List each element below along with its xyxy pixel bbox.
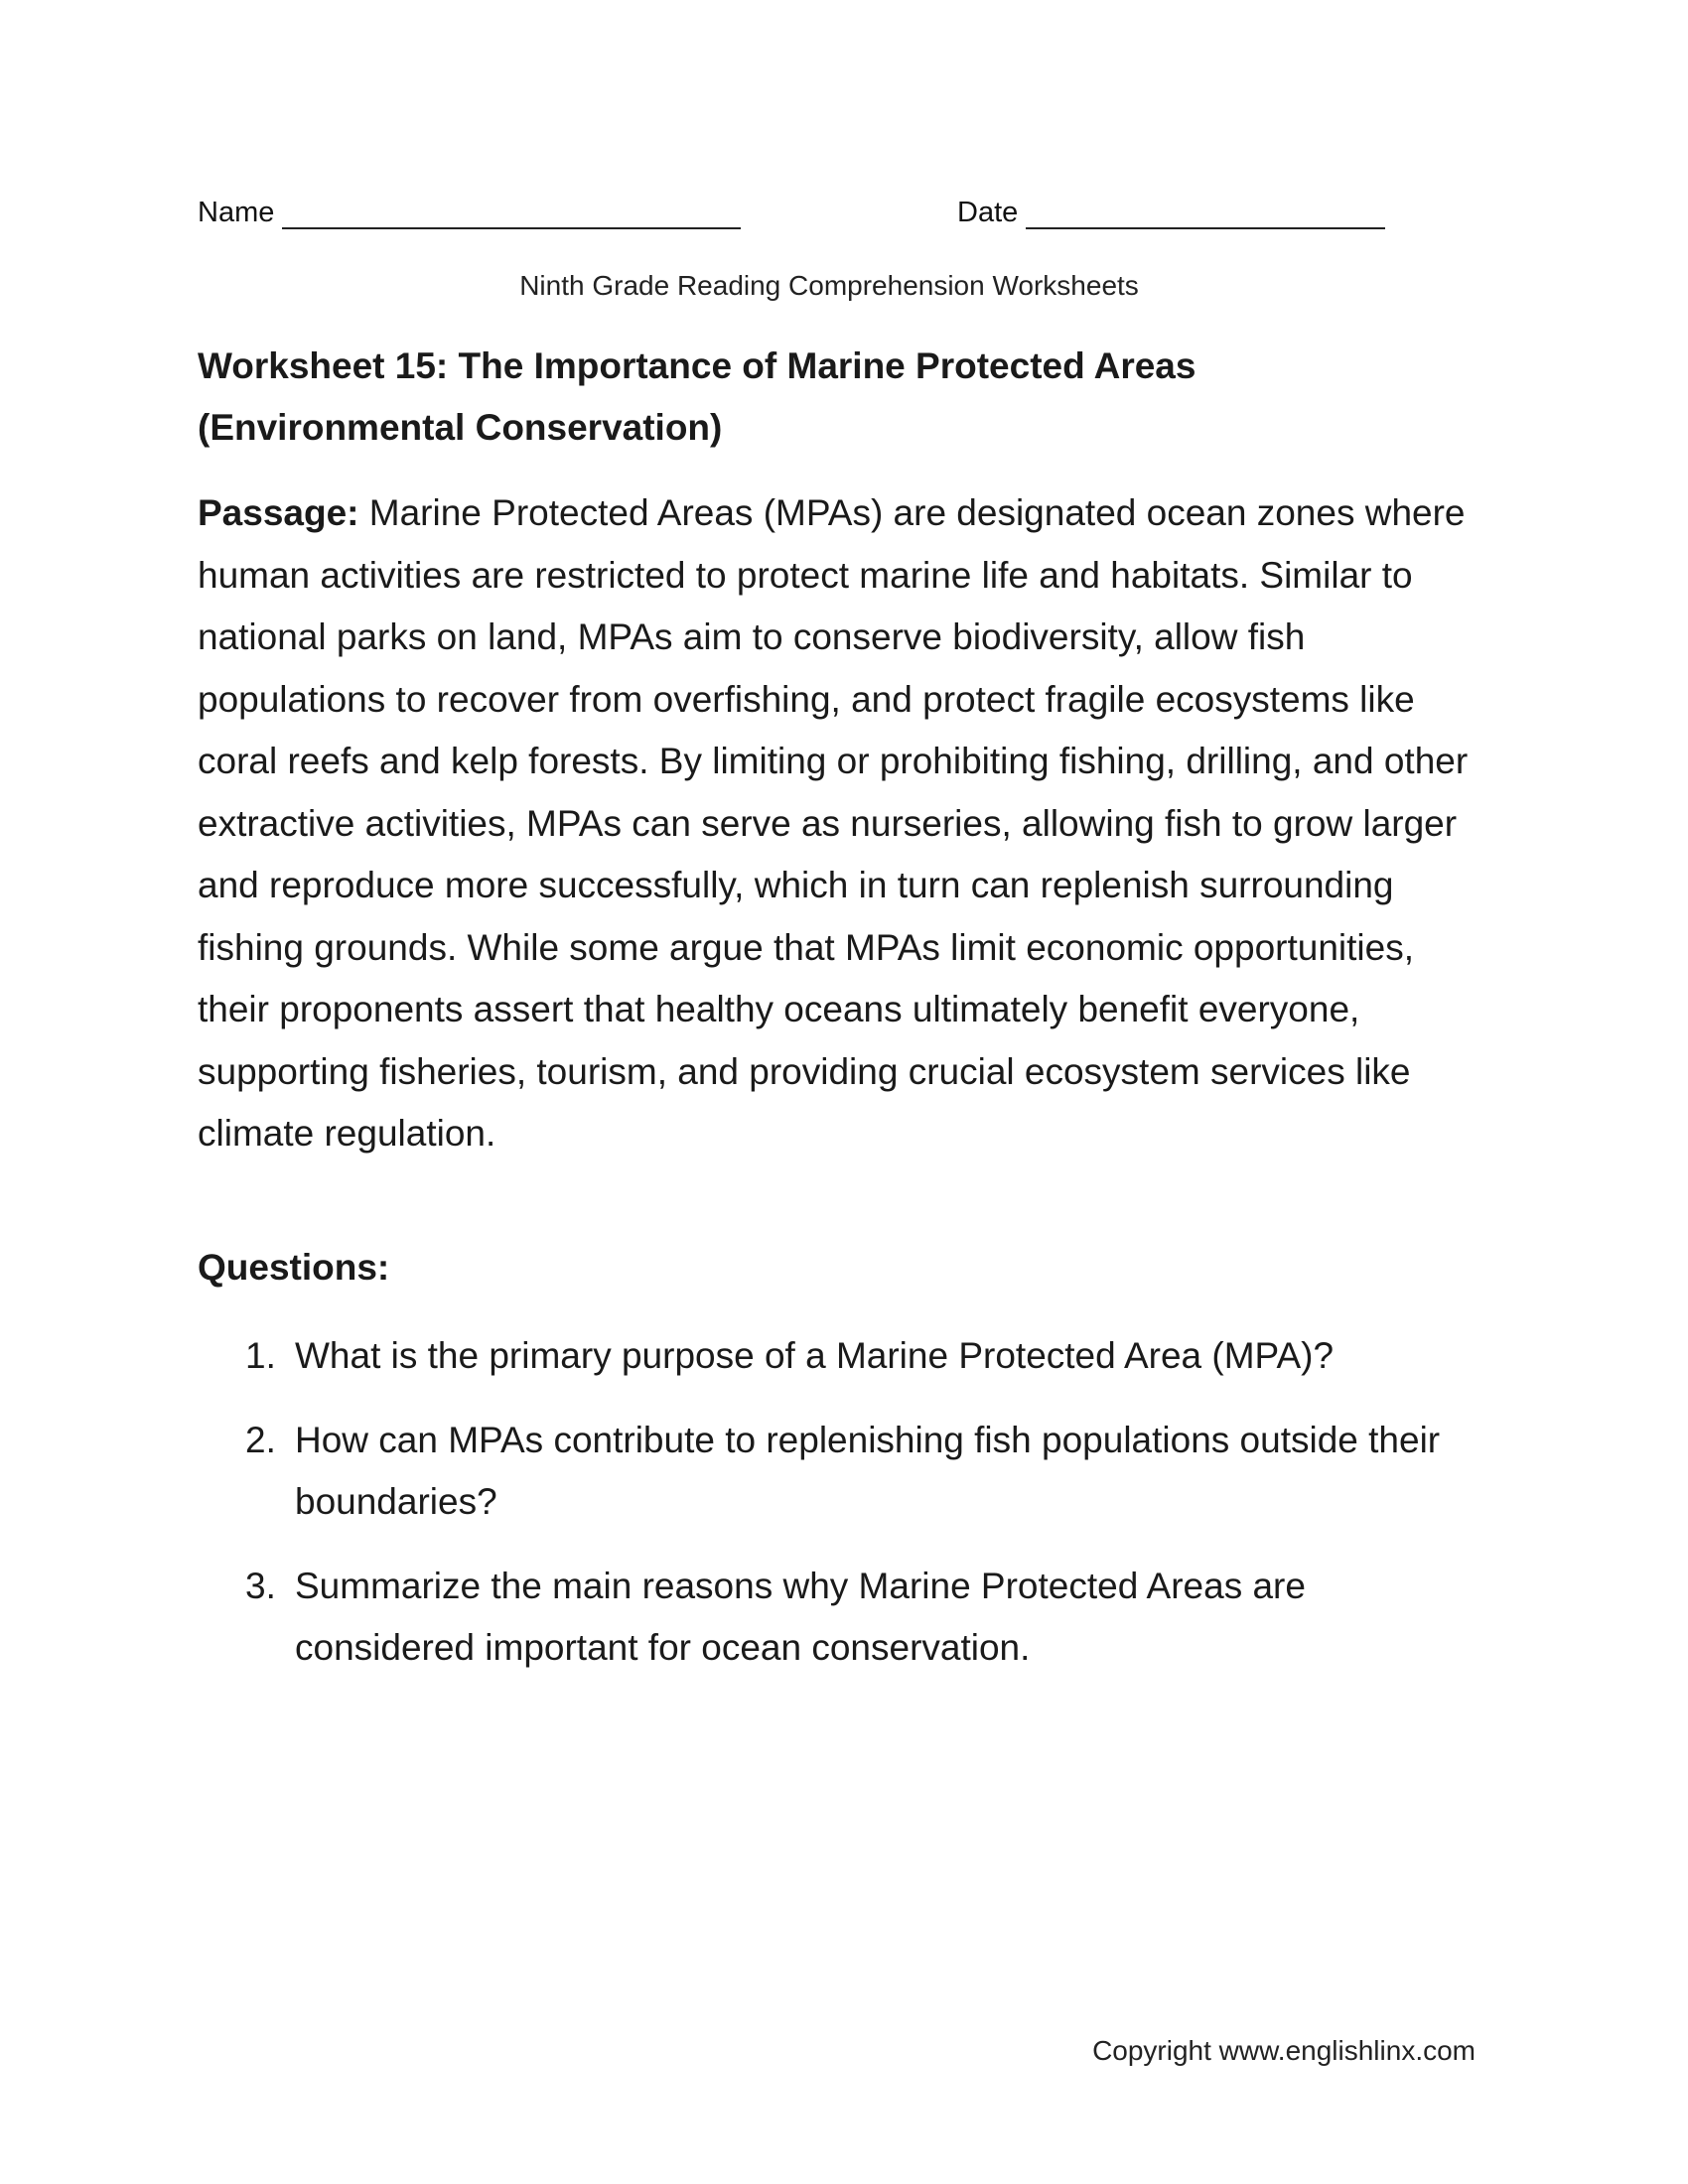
question-text: How can MPAs contribute to replenishing fish populations outside their boundaries? bbox=[295, 1419, 1441, 1522]
worksheet-title bbox=[198, 336, 1488, 459]
copyright-notice: Copyright www.englishlinx.com bbox=[1092, 2035, 1476, 2066]
worksheet-series-subtitle: Ninth Grade Reading Comprehension Worksheets bbox=[519, 270, 1139, 301]
passage-text: Marine Protected Areas (MPAs) are designated ocean zones where human activities are restricted to protect marine life and habitats. Similar to national parks on land, MPAs aim to conserve biodiversity, allow fish populations to recover from overfishing, and protect fragile ecosystems like coral reefs and kelp forests. By limiting or prohibiting fishing, drilling, and other extractive activities, MPAs can serve as nurseries, allowing fish to grow larger and reproduce more successfully, which in turn can replenish surrounding fishing grounds. While some argue that MPAs limit economic opportunities, their proponents assert that healthy oceans ultimately benefit everyone, supporting fisheries, tourism, and providing crucial ecosystem services like climate regulation. bbox=[198, 492, 1469, 1154]
questions-list bbox=[198, 1325, 1488, 1702]
title-line-1: Worksheet 15: The Importance of Marine Protected Areas bbox=[198, 345, 1196, 386]
name-field bbox=[198, 197, 741, 229]
date-field bbox=[957, 197, 1385, 229]
question-text: What is the primary purpose of a Marine Protected Area (MPA)? bbox=[295, 1335, 1335, 1376]
questions-heading: Questions: bbox=[198, 1247, 390, 1288]
question-number: 1. bbox=[245, 1335, 276, 1376]
header-row bbox=[198, 197, 1409, 236]
passage bbox=[198, 482, 1488, 1165]
name-label: Name bbox=[198, 197, 275, 228]
name-blank-line bbox=[282, 198, 741, 229]
date-label: Date bbox=[957, 197, 1019, 228]
passage-label: Passage: bbox=[198, 492, 359, 533]
date-blank-line bbox=[1026, 198, 1385, 229]
question-number: 3. bbox=[245, 1565, 276, 1606]
question-text: Summarize the main reasons why Marine Protected Areas are considered important for ocean conservation. bbox=[295, 1565, 1306, 1668]
title-line-2: (Environmental Conservation) bbox=[198, 407, 723, 448]
question-item bbox=[198, 1410, 1488, 1534]
question-number: 2. bbox=[245, 1419, 276, 1460]
question-item bbox=[198, 1325, 1488, 1388]
question-item bbox=[198, 1556, 1488, 1680]
